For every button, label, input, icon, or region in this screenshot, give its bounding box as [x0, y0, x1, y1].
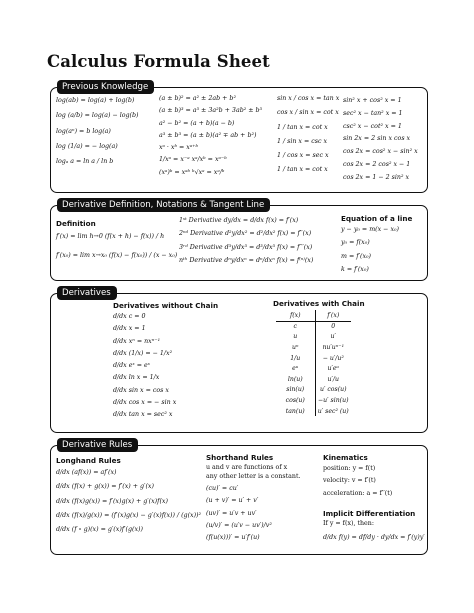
formula: sin 2x = 2 sin x cos x [343, 135, 411, 143]
formula: acceleration: a = f′′(t) [323, 489, 393, 497]
kinematics-heading: Kinematics [323, 453, 368, 462]
formula: (a ± b)³ = a³ ± 3a²b + 3ab² ± b³ [159, 107, 263, 115]
table-row [276, 395, 351, 406]
longhand-heading: Longhand Rules [56, 456, 121, 465]
formula: d/dx f(y) = df/dy · dy/dx = f′(y)y′ [323, 534, 425, 541]
implicit-note: If y = f(x), then: [323, 520, 374, 527]
table-row [276, 374, 351, 385]
trig-identity-column [343, 98, 418, 181]
derivatives-section [50, 288, 428, 433]
formula: sin² x + cos² x = 1 [343, 97, 402, 104]
table-header: f(x) [276, 310, 315, 321]
formula: f′(x) = lim h→0 (f(x + h) − f(x)) / h [56, 233, 165, 240]
trig-ratio-column [277, 96, 339, 174]
implicit-heading: Implicit Differentiation [323, 509, 416, 518]
table-cell: c [276, 321, 315, 332]
formula: y₀ = f(x₀) [341, 239, 370, 247]
table-row [276, 353, 351, 364]
formula: f′(x₀) = lim x→x₀ (f(x) − f(x₀)) / (x − x₀) [56, 252, 178, 259]
formula: 1 / sin x = csc x [277, 137, 328, 145]
derivative-rules-section [50, 440, 428, 555]
formula: (u + v)′ = u′ + v′ [206, 497, 259, 505]
formula: 3ʳᵈ Derivative d³y/dx³ = d³/dx³ f(x) = f′′′(x) [179, 243, 313, 251]
table-cell: u [276, 332, 315, 343]
notation-column [179, 218, 313, 264]
table-cell: u′ [330, 333, 336, 341]
formula: d/dx sin x = cos x [113, 386, 169, 394]
page-title: Calculus Formula Sheet [47, 52, 270, 71]
formula: d/dx (f(x)/g(x)) = (f′(x)g(x) − g′(x)f(x)) / (g(x))² [56, 511, 202, 519]
formula: (u/v)′ = (u′v − uv′)/v² [206, 521, 272, 529]
algebra-column [159, 96, 262, 176]
section-tab: Derivatives [57, 286, 117, 300]
without-chain-column [113, 314, 176, 419]
shorthand-note: any other letter is a constant. [206, 473, 301, 480]
formula: d/dx (f(x)g(x)) = f′(x)g(x) + g′(x)f(x) [56, 497, 168, 505]
table-row [276, 385, 351, 396]
shorthand-column [206, 486, 272, 541]
formula: velocity: v = f′(t) [323, 477, 376, 485]
formula: d/dx (f(x) + g(x)) = f′(x) + g′(x) [56, 483, 154, 491]
formula: d/dx x = 1 [113, 325, 146, 333]
formula: d/dx (af(x)) = af′(x) [56, 469, 117, 476]
formula: cos 2x = 1 − 2 sin² x [343, 173, 410, 181]
longhand-column [56, 470, 201, 533]
table-header: f′(x) [315, 310, 351, 321]
formula: d/dx tan x = sec² x [113, 411, 173, 419]
table-cell: ln(u) [276, 374, 315, 385]
table-cell: cos(u) [276, 395, 315, 406]
formula: cos 2x = 2 cos² x − 1 [343, 160, 411, 168]
with-chain-heading: Derivatives with Chain [273, 299, 365, 308]
table-cell: −u′ sin(u) [318, 396, 349, 404]
formula: m = f′(x₀) [341, 252, 371, 260]
formula: d/dx xⁿ = nxⁿ⁻¹ [113, 337, 161, 345]
chain-derivative-table [276, 310, 351, 416]
formula: csc² x − cot² x = 1 [343, 122, 402, 130]
formula: (cu)′ = cu′ [206, 485, 239, 492]
table-header-row [276, 310, 351, 321]
table-cell: 0 [331, 323, 336, 331]
formula: d/dx cos x = − sin x [113, 399, 177, 407]
formula: (xᵃ)ᵇ = xᵃᵇ ᵇ√xᵃ = xᵃ/ᵇ [159, 168, 225, 176]
table-cell: 1/u [276, 353, 315, 364]
table-cell: u′ cos(u) [319, 386, 347, 394]
table-cell: sin(u) [276, 385, 315, 396]
formula: cos 2x = cos² x − sin² x [343, 148, 418, 156]
table-cell: u′eᵘ [327, 365, 340, 373]
formula: 1/xᵃ = x⁻ᵃ xᵃ/xᵇ = xᵃ⁻ᵇ [159, 156, 227, 164]
formula: 1 / cos x = sec x [277, 152, 329, 160]
line-column [341, 227, 399, 273]
formula: 2ⁿᵈ Derivative d²y/dx² = d²/dx² f(x) = f′′(x) [179, 230, 312, 238]
table-row [276, 363, 351, 374]
formula: (a ± b)² = a² ± 2ab + b² [159, 95, 236, 102]
without-chain-heading: Derivatives without Chain [113, 301, 219, 310]
formula: d/dx (f ∘ g)(x) = g′(x)f′(g(x)) [56, 526, 143, 534]
formula: (f(u(x)))′ = u′f′(u) [206, 534, 260, 542]
table-cell: uⁿ [276, 342, 315, 353]
formula: d/dx (1/x) = − 1/x² [113, 349, 173, 357]
formula: log (1/a) = − log(a) [56, 142, 118, 150]
formula: d/dx ln x = 1/x [113, 374, 160, 382]
definition-heading: Definition [56, 219, 96, 228]
line-heading: Equation of a line [341, 214, 413, 223]
table-cell: tan(u) [276, 406, 315, 417]
table-cell: nu′uⁿ⁻¹ [322, 343, 345, 351]
formula: log(aⁿ) = b log(a) [56, 127, 111, 135]
formula: xᵃ · xᵇ = xᵃ⁺ᵇ [159, 144, 199, 152]
formula: 1 / tan x = cot x [277, 123, 328, 131]
previous-knowledge-section [50, 82, 428, 193]
formula: d/dx c = 0 [113, 313, 146, 320]
formula: position: y = f(t) [323, 465, 376, 472]
table-cell: − u′/u² [322, 354, 344, 362]
log-rules-column [56, 98, 139, 165]
formula: k = f′(x₀) [341, 265, 369, 273]
formula: 1 / tan x = cot x [277, 166, 328, 174]
formula: a² − b² = (a + b)(a − b) [159, 119, 235, 127]
formula: y − y₀ = m(x − x₀) [341, 226, 399, 233]
kinematics-column [323, 466, 392, 497]
formula: cos x / sin x = cot x [277, 109, 339, 117]
formula: sec² x − tan² x = 1 [343, 109, 403, 117]
table-cell: eᵘ [276, 363, 315, 374]
derivative-definition-section [50, 200, 428, 281]
table-row [276, 321, 351, 332]
section-tab: Derivative Definition, Notations & Tangent Line [57, 198, 270, 212]
table-row [276, 342, 351, 353]
section-tab: Previous Knowledge [57, 80, 154, 94]
formula: logₐ a = ln a / ln b [56, 158, 114, 166]
formula: a³ ± b³ = (a ± b)(a² ∓ ab + b²) [159, 131, 257, 139]
formula: d/dx eˣ = eˣ [113, 362, 150, 370]
formula: sin x / cos x = tan x [277, 95, 340, 102]
formula: (uv)′ = u′v + uv′ [206, 509, 257, 517]
shorthand-heading: Shorthand Rules [206, 453, 274, 462]
table-row [276, 406, 351, 417]
formula: nᵗʰ Derivative dⁿy/dxⁿ = dⁿ/dxⁿ f(x) = f⁽ⁿ⁾(x) [179, 256, 314, 264]
table-cell: u′ sec² (u) [317, 407, 349, 415]
shorthand-note: u and v are functions of x [206, 464, 288, 471]
table-row [276, 332, 351, 343]
formula: log(ab) = log(a) + log(b) [56, 97, 135, 104]
formula: 1ˢᵗ Derivative dy/dx = d/dx f(x) = f′(x) [179, 217, 299, 224]
table-cell: u′/u [327, 375, 339, 383]
formula: log (a/b) = log(a) − log(b) [56, 112, 139, 120]
section-tab: Derivative Rules [57, 438, 138, 452]
